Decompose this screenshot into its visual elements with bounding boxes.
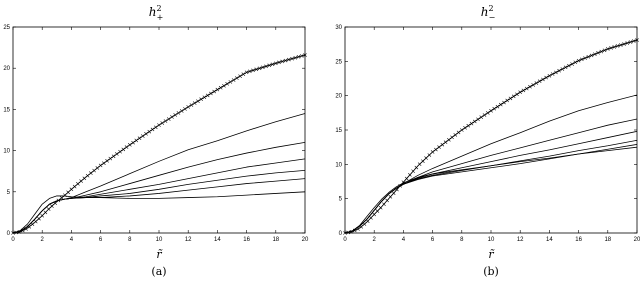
x-marker (151, 128, 154, 131)
series-line-1 (345, 40, 637, 233)
x-marker (239, 75, 242, 78)
x-marker (93, 169, 96, 172)
x-marker (203, 96, 206, 99)
x-marker (183, 107, 186, 110)
x-marker (128, 143, 131, 146)
x-tick-label: 18 (272, 237, 280, 243)
chart-title (149, 4, 164, 22)
series-line-4 (345, 131, 637, 233)
chart-title-subscript: − (488, 13, 496, 22)
x-tick-label: 6 (430, 237, 435, 243)
x-marker (50, 204, 53, 207)
y-tick-label: 15 (3, 107, 10, 114)
x-marker (580, 58, 583, 61)
x-marker (480, 116, 483, 119)
x-marker (421, 160, 424, 163)
x-marker (196, 100, 199, 103)
x-marker (506, 99, 509, 102)
x-marker (209, 92, 212, 95)
x-marker (177, 111, 180, 114)
series-line-5 (345, 140, 637, 233)
y-tick-label: 10 (335, 162, 342, 169)
x-marker (102, 162, 105, 165)
x-marker (386, 199, 389, 202)
x-marker (545, 76, 548, 79)
panel-label: (a) (151, 265, 167, 278)
x-marker (554, 71, 557, 74)
x-marker (161, 121, 164, 124)
x-marker (109, 157, 112, 160)
x-marker (41, 214, 44, 217)
x-tick-label: 10 (487, 237, 495, 243)
x-marker (405, 177, 408, 180)
x-marker (37, 217, 40, 220)
x-marker (138, 137, 141, 140)
x-marker (463, 126, 466, 129)
x-marker (600, 50, 603, 53)
x-marker (512, 95, 515, 98)
y-tick-label: 15 (335, 128, 342, 134)
y-tick-label: 20 (3, 66, 10, 73)
x-marker (532, 83, 535, 86)
x-marker (235, 76, 238, 79)
x-marker (509, 97, 512, 100)
x-marker (200, 98, 203, 101)
x-tick-label: 0 (343, 237, 347, 243)
x-marker (154, 126, 157, 129)
y-tick-label: 30 (335, 25, 342, 31)
x-tick-label: 4 (401, 237, 406, 243)
x-marker (418, 163, 421, 166)
x-marker (70, 188, 73, 191)
x-marker (226, 82, 229, 85)
x-marker (515, 93, 518, 96)
series-line-2 (345, 95, 637, 233)
x-marker (447, 138, 450, 141)
x-marker (170, 115, 173, 118)
chart-panel-2 (335, 4, 640, 278)
x-marker (535, 81, 538, 84)
x-marker (122, 148, 125, 151)
series-line-7 (345, 147, 637, 233)
x-marker (558, 69, 561, 72)
x-marker (444, 141, 447, 144)
x-marker (76, 182, 79, 185)
x-marker (144, 132, 147, 135)
y-tick-label: 10 (3, 148, 10, 155)
x-tick-label: 14 (214, 237, 221, 243)
y-tick-label: 5 (338, 196, 342, 203)
series-line-3 (345, 119, 637, 233)
x-marker (86, 174, 89, 177)
plot-frame (345, 27, 637, 233)
x-axis-label: r̃ (488, 248, 494, 261)
x-marker (392, 192, 395, 195)
chart-title-subscript: + (156, 13, 164, 22)
x-marker (551, 72, 554, 75)
x-tick-label: 6 (98, 237, 103, 243)
series-line-6 (345, 144, 637, 233)
x-marker (493, 107, 496, 110)
series-markers-1 (343, 38, 638, 234)
x-marker (425, 156, 428, 159)
x-marker (242, 73, 245, 76)
x-marker (519, 91, 522, 94)
x-marker (376, 210, 379, 213)
x-tick-label: 16 (243, 237, 250, 243)
x-marker (99, 164, 102, 167)
x-marker (193, 101, 196, 104)
chart-panel-1 (3, 4, 309, 278)
x-marker (373, 213, 376, 216)
x-axis-label: r̃ (156, 248, 162, 261)
x-marker (229, 80, 232, 83)
x-tick-label: 8 (128, 237, 132, 243)
x-marker (577, 59, 580, 62)
chart-title-superscript: 2 (488, 4, 494, 13)
x-tick-label: 12 (516, 237, 524, 243)
x-tick-label: 2 (372, 237, 376, 243)
x-tick-label: 0 (11, 237, 15, 243)
x-marker (567, 64, 570, 67)
x-marker (467, 124, 470, 127)
x-marker (206, 94, 209, 97)
x-marker (454, 133, 457, 136)
x-marker (369, 216, 372, 219)
x-marker (548, 74, 551, 77)
x-marker (476, 118, 479, 121)
x-marker (408, 173, 411, 176)
series-line-6 (13, 179, 305, 233)
x-tick-label: 8 (460, 237, 464, 243)
x-tick-label: 12 (184, 237, 192, 243)
x-marker (89, 172, 92, 175)
x-marker (213, 90, 216, 93)
x-marker (603, 49, 606, 52)
x-marker (135, 139, 138, 142)
x-marker (187, 105, 190, 108)
x-marker (67, 191, 70, 194)
chart-title (481, 4, 496, 22)
x-marker (431, 150, 434, 153)
x-marker (571, 62, 574, 65)
x-marker (450, 136, 453, 139)
x-marker (522, 89, 525, 92)
x-marker (174, 113, 177, 116)
y-tick-label: 0 (338, 231, 342, 237)
x-marker (216, 88, 219, 91)
y-tick-label: 25 (335, 59, 342, 66)
panel-label: (b) (483, 265, 499, 278)
x-marker (222, 84, 225, 87)
x-marker (596, 51, 599, 54)
x-tick-label: 10 (155, 237, 163, 243)
x-tick-label: 18 (604, 237, 612, 243)
y-tick-label: 20 (335, 93, 342, 100)
x-marker (382, 203, 385, 206)
x-marker (180, 109, 183, 112)
chart-title-superscript: 2 (156, 4, 162, 13)
x-marker (34, 220, 37, 223)
x-marker (44, 211, 47, 214)
x-marker (489, 109, 492, 112)
x-tick-label: 2 (40, 237, 44, 243)
x-marker (496, 105, 499, 108)
x-marker (564, 66, 567, 69)
x-marker (528, 85, 531, 88)
x-marker (593, 53, 596, 56)
x-marker (441, 143, 444, 146)
series-line-7 (13, 192, 305, 233)
x-marker (118, 150, 121, 153)
x-marker (219, 86, 222, 89)
x-marker (60, 196, 63, 199)
x-marker (415, 166, 418, 169)
x-marker (47, 208, 50, 211)
x-marker (115, 152, 118, 155)
x-marker (80, 179, 83, 182)
chart-title-main: h (480, 5, 489, 19)
x-marker (590, 54, 593, 57)
x-marker (83, 177, 86, 180)
x-marker (96, 166, 99, 169)
x-marker (164, 119, 167, 122)
series-line-3 (13, 142, 305, 233)
series-markers-1 (11, 53, 306, 234)
x-marker (574, 61, 577, 64)
series-line-1 (13, 55, 305, 233)
y-tick-label: 25 (3, 25, 10, 31)
x-marker (486, 111, 489, 114)
x-marker (148, 130, 151, 133)
y-tick-label: 0 (6, 231, 10, 237)
x-marker (428, 153, 431, 156)
x-marker (157, 123, 160, 126)
x-marker (502, 101, 505, 104)
x-marker (538, 80, 541, 83)
x-marker (541, 78, 544, 81)
x-marker (587, 55, 590, 58)
x-tick-label: 20 (633, 237, 640, 243)
x-marker (389, 195, 392, 198)
x-marker (112, 155, 115, 158)
series-line-2 (13, 114, 305, 233)
x-marker (167, 117, 170, 120)
x-marker (105, 159, 108, 162)
x-marker (232, 78, 235, 81)
x-marker (190, 103, 193, 106)
x-tick-label: 4 (69, 237, 74, 243)
x-marker (525, 87, 528, 90)
x-marker (457, 131, 460, 134)
y-tick-label: 5 (6, 189, 10, 196)
x-marker (473, 120, 476, 123)
x-tick-label: 16 (575, 237, 582, 243)
x-marker (379, 206, 382, 209)
x-marker (141, 134, 144, 137)
x-marker (125, 146, 128, 149)
x-marker (499, 103, 502, 106)
x-marker (470, 122, 473, 125)
x-marker (460, 128, 463, 131)
chart-title-main: h (148, 5, 157, 19)
x-tick-label: 14 (546, 237, 553, 243)
x-marker (561, 67, 564, 70)
x-tick-label: 20 (301, 237, 309, 243)
x-marker (131, 141, 134, 144)
x-marker (412, 170, 415, 173)
x-marker (437, 145, 440, 148)
x-marker (434, 148, 437, 151)
x-marker (73, 185, 76, 188)
x-marker (483, 113, 486, 116)
x-marker (583, 56, 586, 59)
